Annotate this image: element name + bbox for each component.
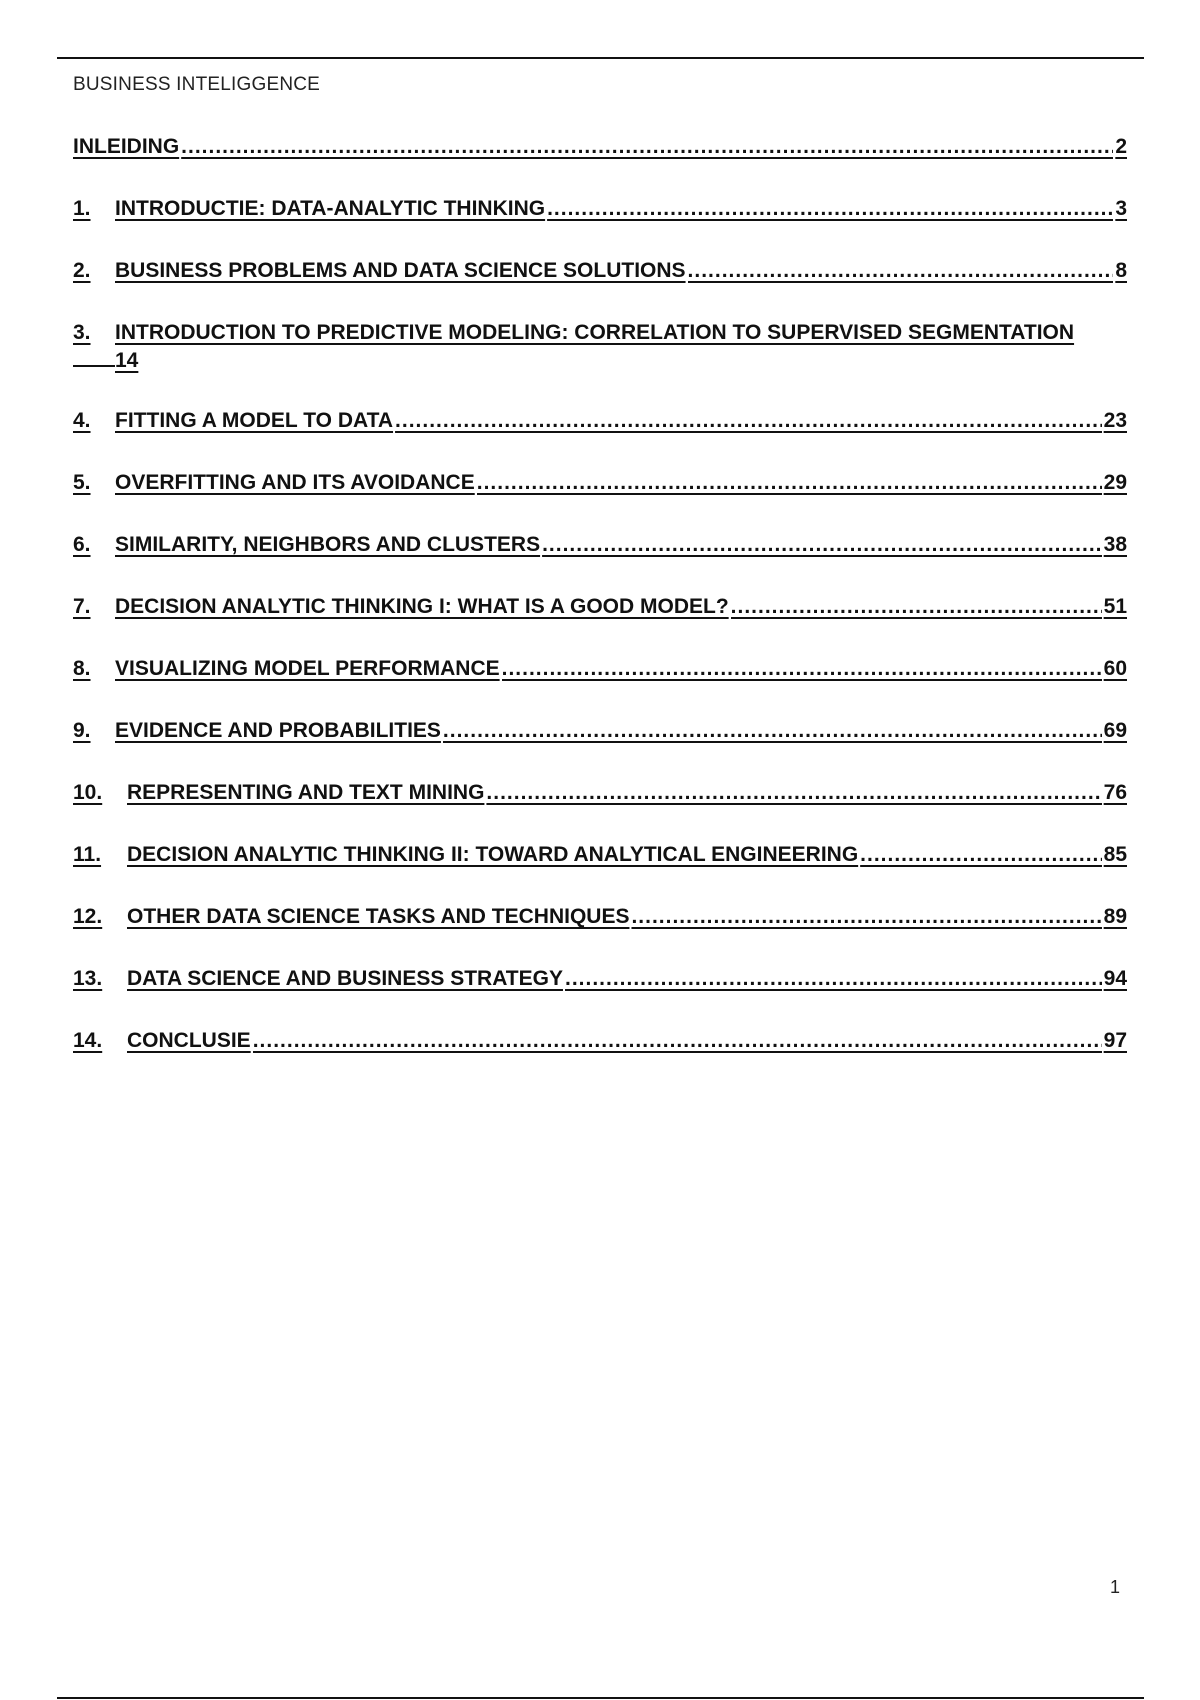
toc-entry-page: 38: [1103, 533, 1127, 556]
toc-entry-4[interactable]: [73, 409, 1127, 471]
toc-entry-number: 8.: [73, 657, 91, 680]
toc-dot-leader: [181, 135, 1113, 159]
toc-entry-title: OVERFITTING AND ITS AVOIDANCE: [115, 471, 475, 494]
table-of-contents: [73, 135, 1127, 1091]
toc-entry-number: 6.: [73, 533, 91, 556]
toc-entry-1[interactable]: [73, 197, 1127, 259]
toc-entry-title: CONCLUSIE: [127, 1029, 251, 1052]
page-number: 1: [1110, 1577, 1121, 1597]
toc-entry-page: 8: [1115, 259, 1127, 282]
toc-dot-leader: [477, 471, 1102, 495]
toc-entry-page: 85: [1103, 843, 1127, 866]
toc-entry-inleiding[interactable]: [73, 135, 1127, 197]
toc-entry-number: 9.: [73, 719, 91, 742]
footer-rule: [57, 1697, 1144, 1699]
toc-entry-title: DECISION ANALYTIC THINKING II: TOWARD ANALYTICAL ENGINEERING: [127, 843, 859, 866]
toc-entry-page: 3: [1115, 197, 1127, 220]
toc-entry-page: 89: [1103, 905, 1127, 928]
toc-entry-page: 51: [1103, 595, 1127, 618]
toc-entry-page: 29: [1103, 471, 1127, 494]
toc-entry-title: OTHER DATA SCIENCE TASKS AND TECHNIQUES: [127, 905, 630, 928]
toc-dot-leader: [486, 781, 1101, 805]
toc-entry-page: 69: [1103, 719, 1127, 742]
toc-entry-6[interactable]: [73, 533, 1127, 595]
toc-entry-5[interactable]: [73, 471, 1127, 533]
toc-entry-10[interactable]: [73, 781, 1127, 843]
toc-entry-number: 14.: [73, 1029, 103, 1052]
toc-dot-leader: [443, 719, 1102, 743]
toc-entry-number: 3.: [73, 321, 91, 344]
toc-entry-13[interactable]: [73, 967, 1127, 1029]
toc-dot-leader: [860, 843, 1101, 867]
toc-entry-title: VISUALIZING MODEL PERFORMANCE: [115, 657, 500, 680]
toc-entry-2[interactable]: [73, 259, 1127, 321]
toc-dot-leader: [502, 657, 1102, 681]
toc-entry-number: 7.: [73, 595, 91, 618]
toc-entry-title: INTRODUCTIE: DATA-ANALYTIC THINKING: [115, 197, 546, 220]
toc-entry-title: FITTING A MODEL TO DATA: [115, 409, 394, 432]
toc-entry-number: 11.: [73, 843, 102, 866]
toc-dot-leader: [253, 1029, 1102, 1053]
toc-entry-page: 14: [115, 349, 139, 372]
toc-entry-page: 76: [1103, 781, 1127, 804]
toc-entry-14[interactable]: [73, 1029, 1127, 1091]
toc-entry-page: 60: [1103, 657, 1127, 680]
toc-entry-title: INLEIDING: [73, 135, 180, 158]
toc-entry-title: DECISION ANALYTIC THINKING I: WHAT IS A GOOD MODEL?: [115, 595, 729, 618]
toc-dot-leader: [631, 905, 1101, 929]
header-rule: [57, 57, 1144, 59]
toc-entry-number: 12.: [73, 905, 103, 928]
toc-entry-number: 10.: [73, 781, 103, 804]
toc-dot-leader: [731, 595, 1102, 619]
toc-entry-11[interactable]: [73, 843, 1127, 905]
toc-entry-9[interactable]: [73, 719, 1127, 781]
toc-dot-leader: [688, 259, 1114, 283]
toc-dot-leader: [547, 197, 1113, 221]
toc-entry-title: REPRESENTING AND TEXT MINING: [127, 781, 485, 804]
toc-entry-title: BUSINESS PROBLEMS AND DATA SCIENCE SOLUTIONS: [115, 259, 686, 282]
toc-entry-8[interactable]: [73, 657, 1127, 719]
toc-entry-page: 2: [1115, 135, 1127, 158]
toc-entry-number: 13.: [73, 967, 103, 990]
toc-entry-page: 94: [1103, 967, 1127, 990]
toc-entry-number: 2.: [73, 259, 91, 282]
toc-dot-leader: [395, 409, 1102, 433]
toc-wrap-indent-rule: [73, 347, 115, 367]
toc-entry-title: INTRODUCTION TO PREDICTIVE MODELING: CORRELATION TO SUPERVISED SEGMENTATION: [115, 321, 1075, 344]
toc-dot-leader: [565, 967, 1102, 991]
toc-entry-7[interactable]: [73, 595, 1127, 657]
toc-entry-12[interactable]: [73, 905, 1127, 967]
toc-entry-title: SIMILARITY, NEIGHBORS AND CLUSTERS: [115, 533, 541, 556]
toc-entry-number: 5.: [73, 471, 91, 494]
toc-entry-page: 97: [1103, 1029, 1127, 1052]
toc-dot-leader: [542, 533, 1102, 557]
toc-entry-page: 23: [1103, 409, 1127, 432]
running-header: BUSINESS INTELIGGENCE: [73, 74, 321, 95]
toc-entry-title: DATA SCIENCE AND BUSINESS STRATEGY: [127, 967, 563, 990]
toc-entry-title: EVIDENCE AND PROBABILITIES: [115, 719, 441, 742]
toc-entry-number: 4.: [73, 409, 91, 432]
toc-entry-3[interactable]: [73, 321, 1127, 409]
toc-entry-number: 1.: [73, 197, 91, 220]
